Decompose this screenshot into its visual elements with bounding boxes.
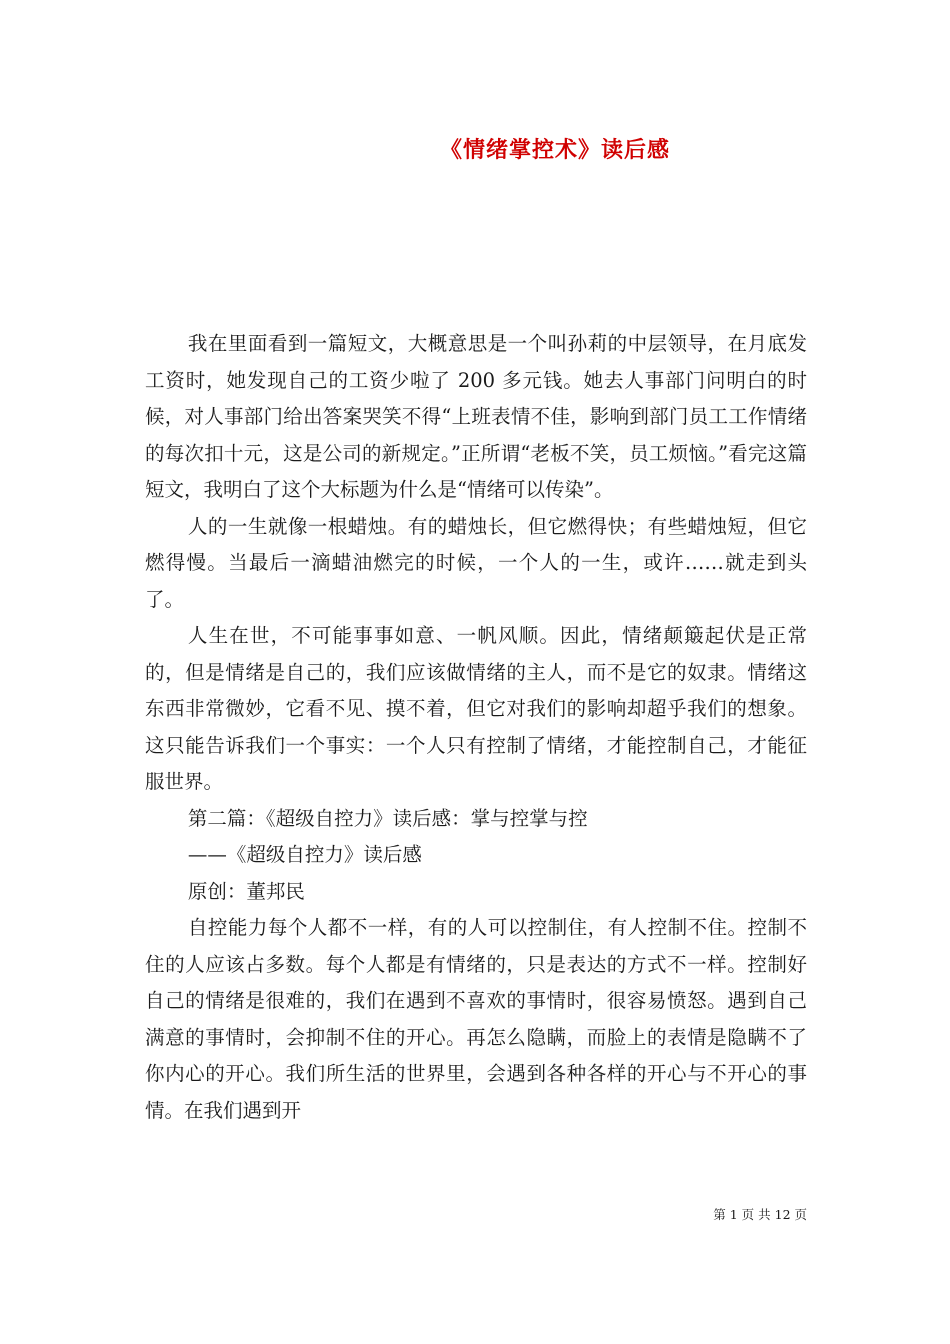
paragraph: 人生在世，不可能事事如意、一帆风顺。因此，情绪颠簸起伏是正常的，但是情绪是自己的，我们应该做情绪的主人，而不是它的奴隶。情绪这东西非常微妙，它看不见、摸不着，但它对我们的影响却超乎我们的想象。这只能告诉我们一个事实：一个人只有控制了情绪，才能控制自己，才能征服世界。 bbox=[145, 624, 807, 793]
paragraph: 人的一生就像一根蜡烛。有的蜡烛长，但它燃得快；有些蜡烛短，但它燃得慢。当最后一滴蜡油燃完的时候，一个人的一生，或许……就走到头了。 bbox=[145, 514, 807, 611]
document-title: 《情绪掌控术》读后感 bbox=[439, 137, 670, 163]
page-footer: 第 1 页 共 12 页 bbox=[713, 1207, 807, 1222]
document-body bbox=[145, 326, 807, 1129]
section-heading: 第二篇：《超级自控力》读后感：掌与控掌与控 bbox=[187, 806, 588, 830]
section-subtitle: ——《超级自控力》读后感 bbox=[187, 843, 422, 866]
paragraph: 我在里面看到一篇短文，大概意思是一个叫孙莉的中层领导，在月底发工资时，她发现自己的工资少啦了 200 多元钱。她去人事部门问明白的时候，对人事部门给出答案哭笑不得“上班表情不佳，影响到部门员工工作情绪的每次扣十元，这是公司的新规定。”正所谓“老板不笑，员工烦恼。”看完这篇短文，我明白了这个大标题为什么是“情绪可以传染”。 bbox=[145, 332, 807, 501]
author-line: 原创：董邦民 bbox=[187, 879, 305, 903]
paragraph: 自控能力每个人都不一样，有的人可以控制住，有人控制不住。控制不住的人应该占多数。每个人都是有情绪的，只是表达的方式不一样。控制好自己的情绪是很难的，我们在遇到不喜欢的事情时，很容易愤怒。遇到自己满意的事情时，会抑制不住的开心。再怎么隐瞒，而脸上的表情是隐瞒不了你内心的开心。我们所生活的世界里，会遇到各种各样的开心与不开心的事情。在我们遇到开 bbox=[145, 916, 807, 1122]
